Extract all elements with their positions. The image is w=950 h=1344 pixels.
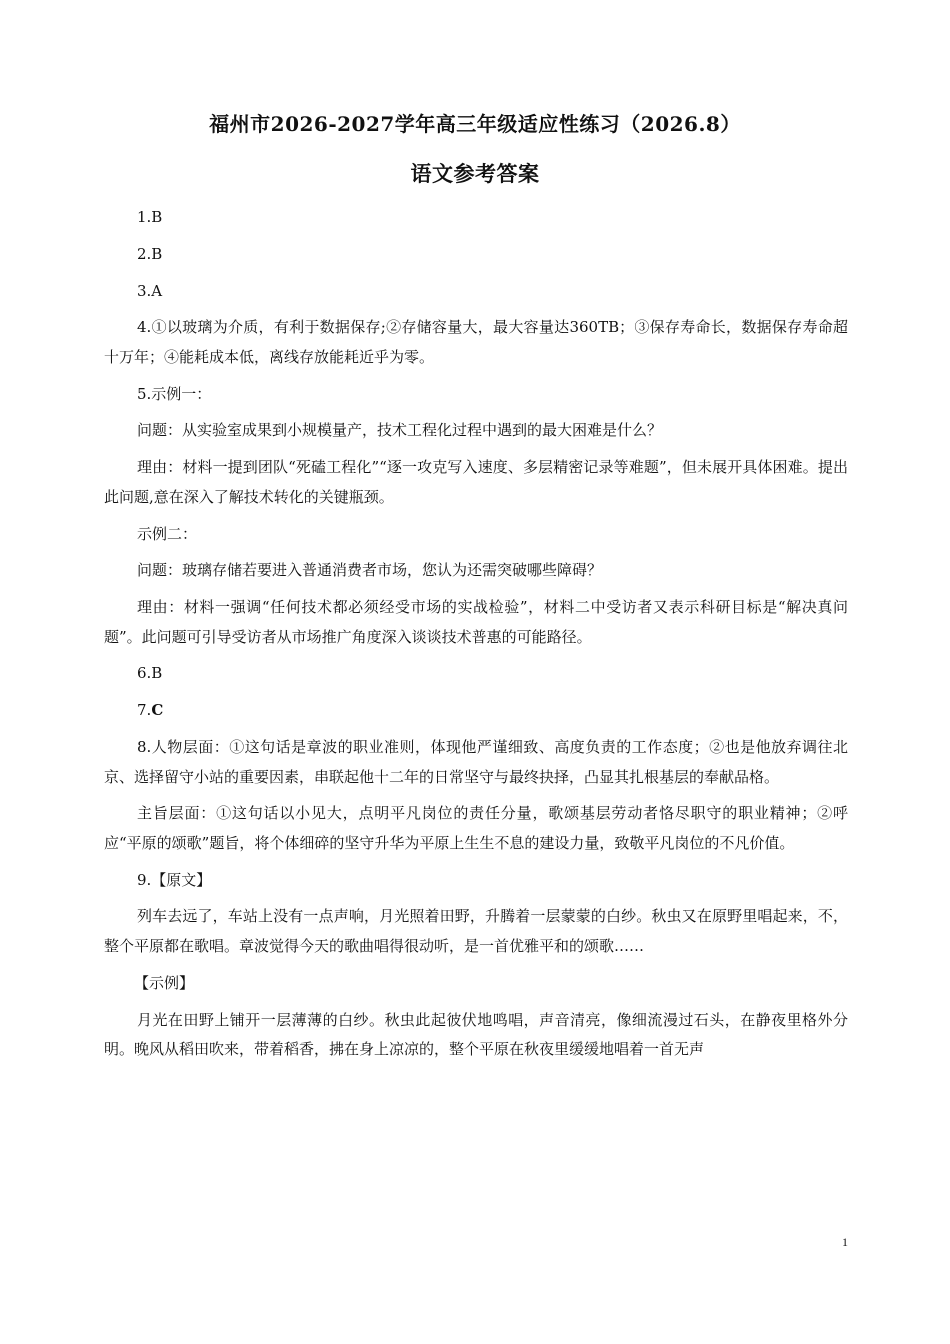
answer-5-question-1: 问题：从实验室成果到小规模量产，技术工程化过程中遇到的最大困难是什么？ <box>137 421 663 440</box>
answer-5-question-2: 问题：玻璃存储若要进入普通消费者市场，您认为还需突破哪些障碍？ <box>137 561 603 580</box>
answer-8-character: 8.人物层面：①这句话是章波的职业准则，体现他严谨细致、高度负责的工作态度；②也是他放弃调往北京、选择留守小站的重要因素，串联起他十二年的日常坚守与最终抉择，凸显其扎根基层的奉献品格。 <box>104 738 848 786</box>
answer-1: 1.B <box>137 208 163 226</box>
answer-7-letter: C <box>151 701 164 720</box>
answer-9-example-heading: 【示例】 <box>134 973 195 992</box>
answer-8-theme: 主旨层面：①这句话以小见大，点明平凡岗位的责任分量，歌颂基层劳动者恪尽职守的职业精神；②呼应“平原的颂歌”题旨，将个体细碎的坚守升华为平原上生生不息的建设力量，致敬平凡岗位的不凡价值。 <box>104 804 848 852</box>
answer-9-example-text: 月光在田野上铺开一层薄薄的白纱。秋虫此起彼伏地鸣唱，声音清亮，像细流漫过石头，在静夜里格外分明。晚风从稻田吹来，带着稻香，拂在身上凉凉的，整个平原在秋夜里缓缓地唱着一首无声 <box>104 1010 848 1059</box>
answer-4: 4.①以玻璃为介质，有利于数据保存;②存储容量大，最大容量达360TB；③保存寿命长，数据保存寿命超十万年；④能耗成本低，离线存放能耗近乎为零。 <box>104 318 848 366</box>
answer-9-heading: 9.【原文】 <box>137 870 212 889</box>
answer-6: 6.B <box>137 664 163 683</box>
answer-3: 3.A <box>137 281 163 300</box>
answer-5-reason-2: 理由：材料一强调“任何技术都必须经受市场的实战检验”，材料二中受访者又表示科研目标是“解决真问题”。此问题可引导受访者从市场推广角度深入谈谈技术普惠的可能路径。 <box>104 598 848 646</box>
answer-7 <box>104 696 848 726</box>
document-subtitle: 语文参考答案 <box>410 161 540 186</box>
answer-5-reason-1: 理由：材料一提到团队“死磕工程化”“逐一攻克写入速度、多层精密记录等难题”，但未展开具体困难。提出此问题,意在深入了解技术转化的关键瓶颈。 <box>104 458 848 506</box>
document-title: 福州市2026-2027学年高三年级适应性练习（2026.8） <box>209 112 741 136</box>
answer-2: 2.B <box>137 244 163 263</box>
answer-5-heading-2: 示例二： <box>137 524 198 543</box>
answer-9-original-text: 列车去远了，车站上没有一点声响，月光照着田野，升腾着一层蒙蒙的白纱。秋虫又在原野里唱起来，不，整个平原都在歌唱。章波觉得今天的歌曲唱得很动听，是一首优雅平和的颂歌…… <box>104 907 848 955</box>
answer-7-number: 7. <box>137 701 152 720</box>
answer-content <box>104 203 848 1072</box>
answer-5-heading: 5.示例一： <box>137 384 212 403</box>
page-number: 1 <box>842 1235 848 1249</box>
